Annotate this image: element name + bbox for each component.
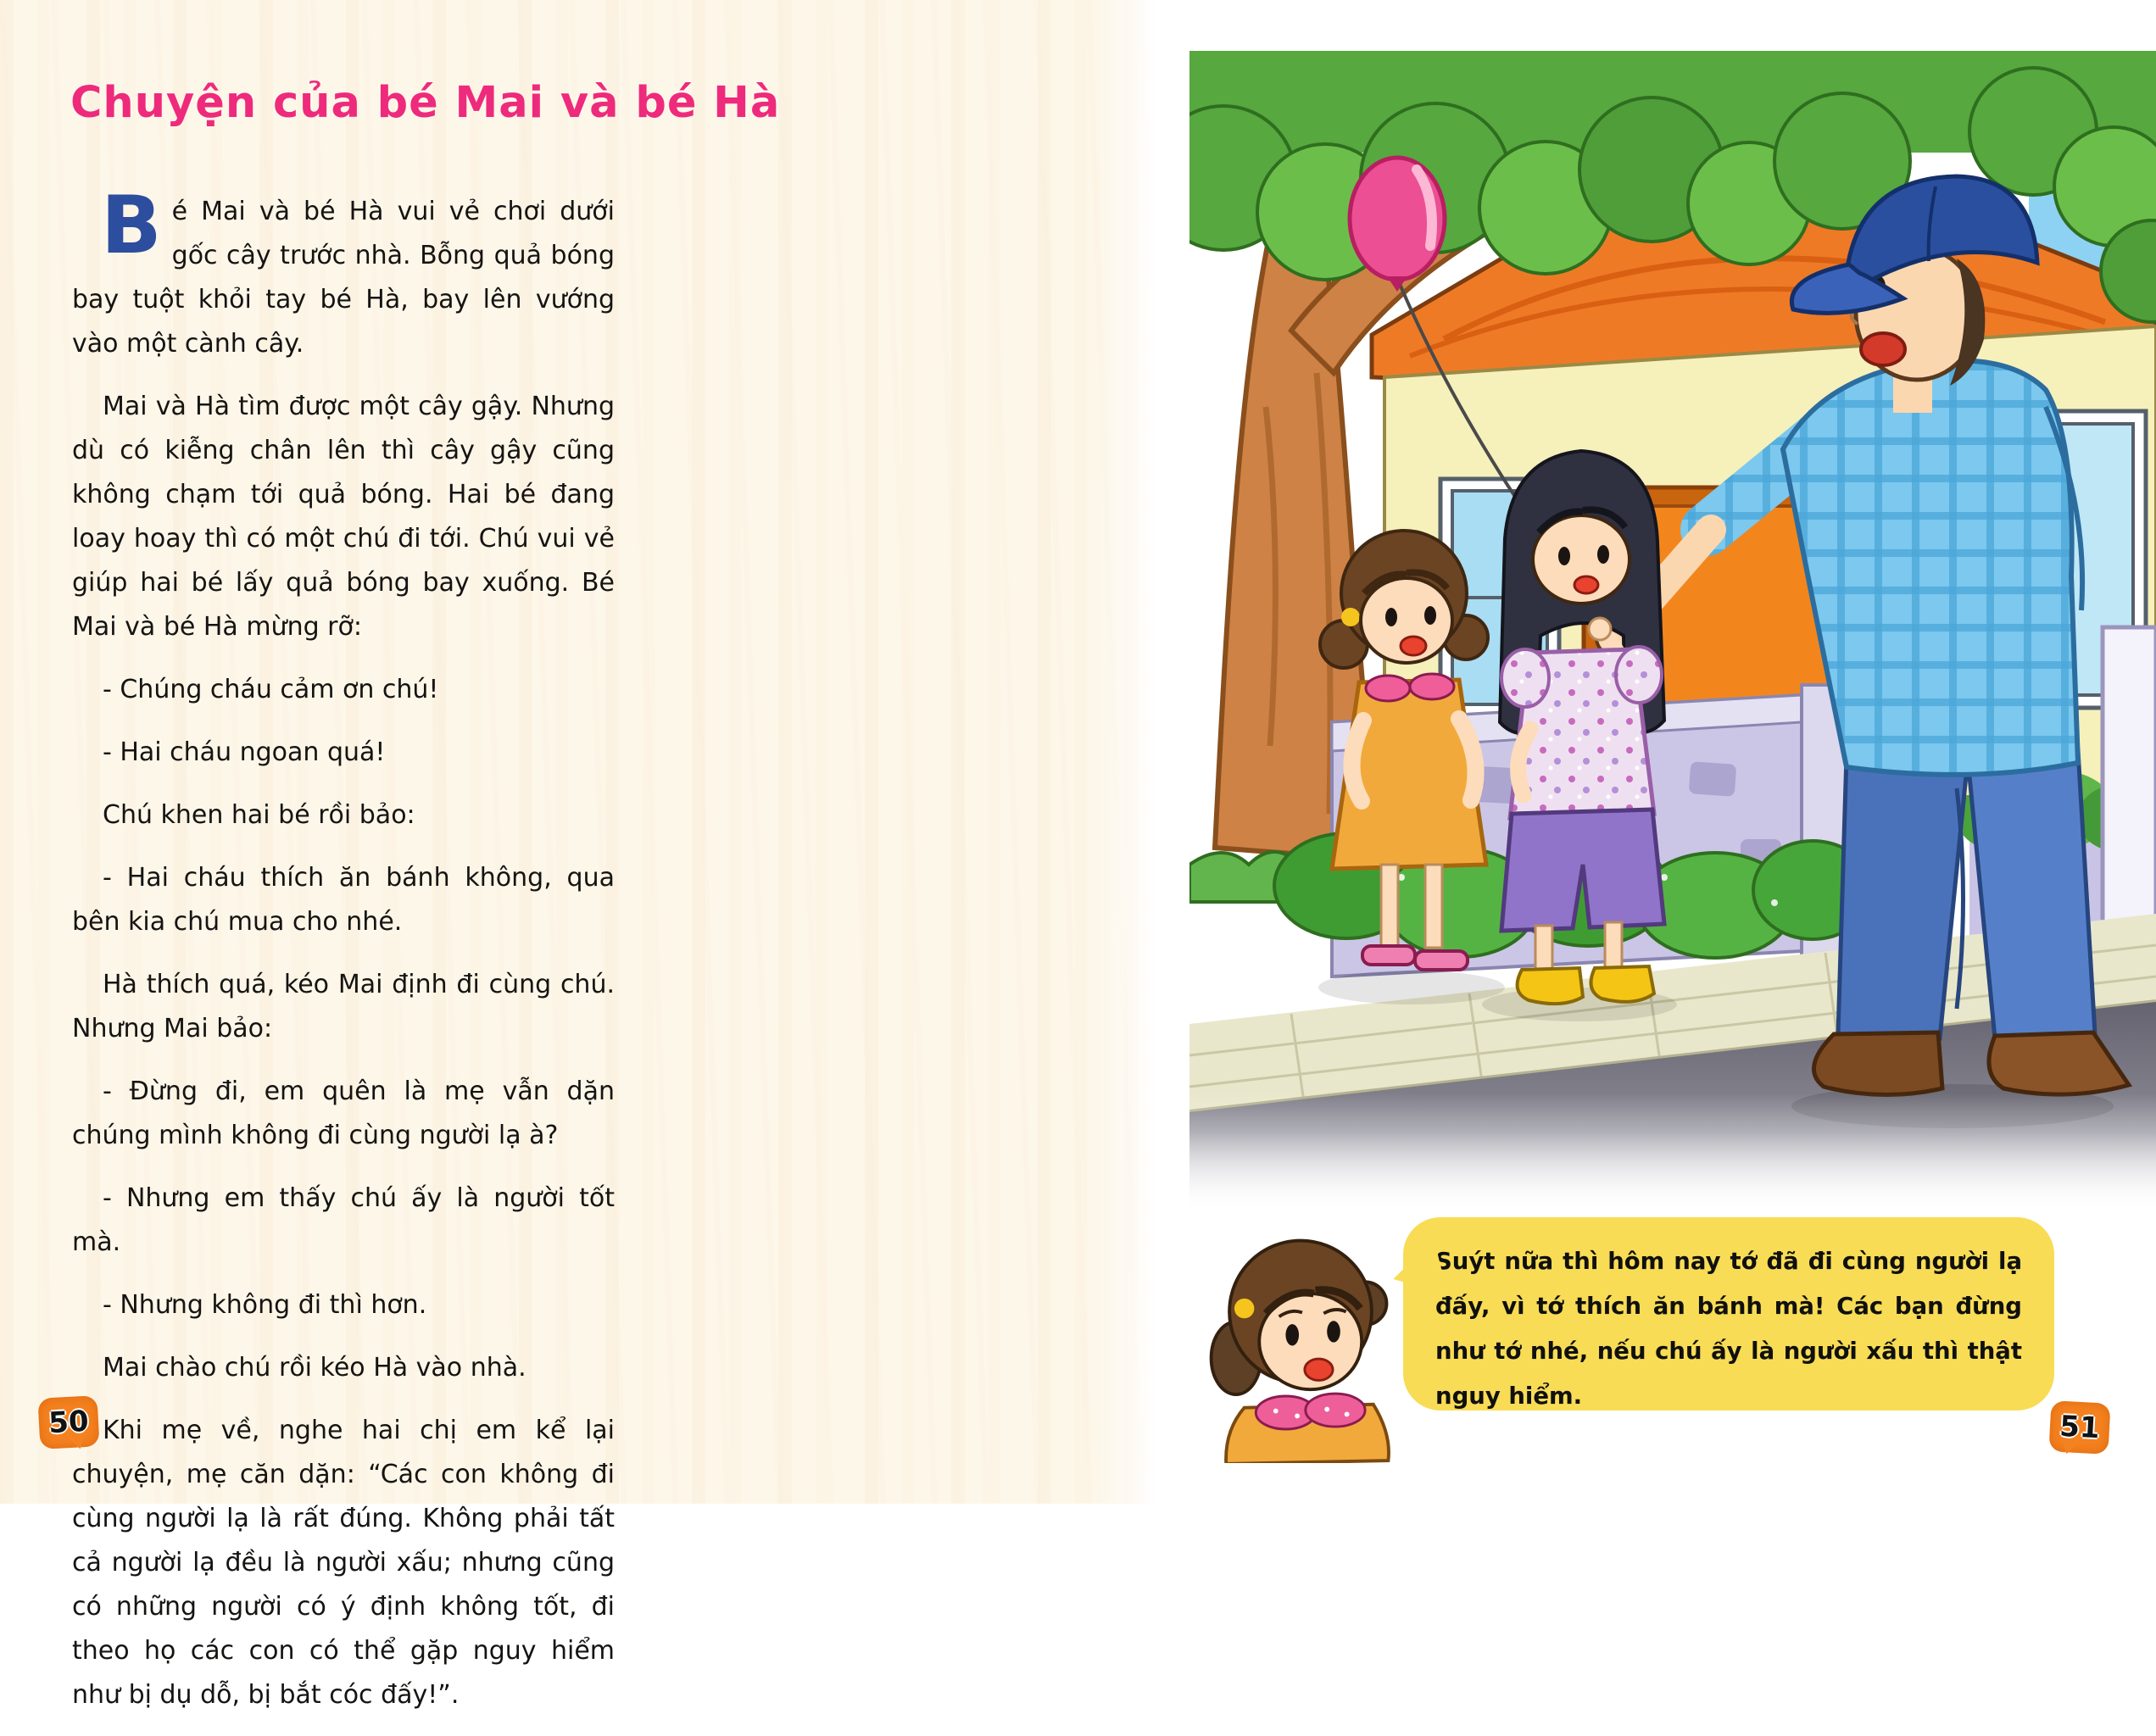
dropcap-letter: B — [101, 180, 162, 272]
story-text — [72, 180, 615, 1736]
story-dialogue-line: - Nhưng không đi thì hơn. — [103, 1290, 427, 1320]
story-dialogue-line: - Đừng đi, em quên là mẹ vẫn dặn chúng mình không đi cùng người lạ à? — [72, 1077, 615, 1150]
story-paragraph: Hà thích quá, kéo Mai định đi cùng chú. Nhưng Mai bảo: — [72, 970, 615, 1043]
page-gutter-fade — [1098, 0, 1157, 1504]
story-title: Chuyện của bé Mai và bé Hà — [70, 78, 781, 129]
story-paragraph: Khi mẹ về, nghe hai chị em kể lại chuyện, mẹ căn dặn: “Các con không đi cùng người lạ là rất đúng. Không phải tất cả người lạ đều là người xấu; nhưng cũng có những người có ý định không tốt, đi theo họ các con có thể gặp nguy hiểm như bị dụ dỗ, bị bắt cóc đấy!”. — [72, 1416, 615, 1710]
story-paragraph: Mai và Hà tìm được một cây gậy. Nhưng dù có kiễng chân lên thì cây gậy cũng không chạm tới quả bóng. Hai bé đang loay hoay thì có một chú đi tới. Chú vui vẻ giúp hai bé lấy quả bóng bay xuống. Bé Mai và bé Hà mừng rỡ: — [72, 392, 615, 642]
page-number: 51 — [2059, 1409, 2101, 1446]
page-number-badge-left — [37, 1395, 99, 1449]
illustration-fade — [1189, 1093, 2156, 1212]
story-paragraph: Chú khen hai bé rồi bảo: — [103, 800, 415, 830]
story-paragraph — [72, 180, 615, 366]
story-dialogue-line: - Hai cháu thích ăn bánh không, qua bên kia chú mua cho nhé. — [72, 863, 615, 937]
story-dialogue-line: - Nhưng em thấy chú ấy là người tốt mà. — [72, 1183, 615, 1257]
story-dialogue-line: - Hai cháu ngoan quá! — [103, 737, 386, 767]
page-number: 50 — [47, 1404, 90, 1441]
callout-text: Suýt nữa thì hôm nay tớ đã đi cùng người lạ đấy, vì tớ thích ăn bánh mà! Các bạn đừng như tớ nhé, nếu chú ấy là người xấu thì thật nguy hiểm. — [1435, 1248, 2022, 1410]
story-dialogue-line: - Chúng cháu cảm ơn chú! — [103, 675, 439, 704]
story-paragraph: Mai chào chú rồi kéo Hà vào nhà. — [103, 1353, 526, 1383]
story-paragraph-text: é Mai và bé Hà vui vẻ chơi dưới gốc cây trước nhà. Bỗng quả bóng bay tuột khỏi tay bé Hà, bay lên vướng vào một cành cây. — [72, 197, 615, 359]
story-illustration — [1189, 51, 2156, 1212]
callout-bubble — [1403, 1217, 2054, 1410]
page-number-badge-right — [2048, 1400, 2110, 1455]
